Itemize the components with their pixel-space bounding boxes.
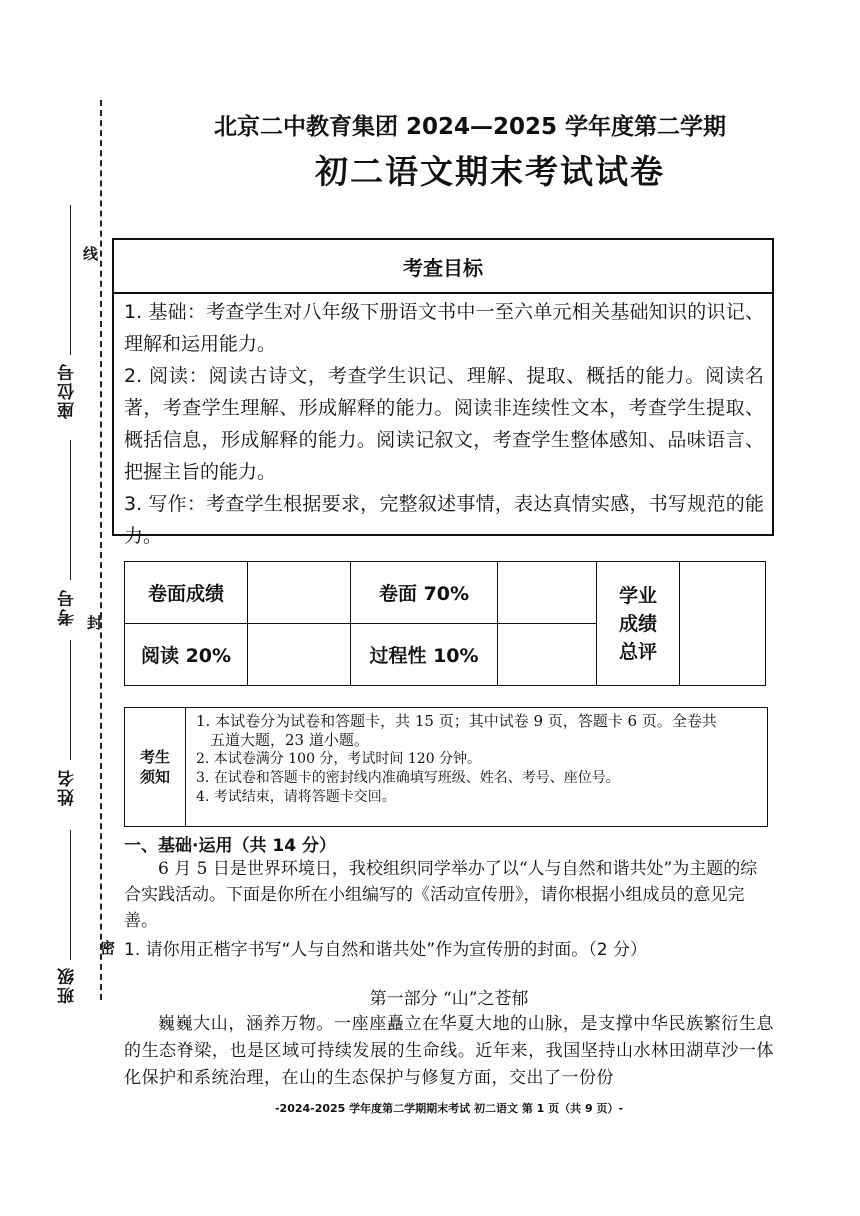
notice-item: 4. 考试结束，请将答题卡交回。 <box>196 789 396 805</box>
class-field-line[interactable] <box>70 830 71 960</box>
part-title: 第一部分 “山”之苍郁 <box>369 989 529 1009</box>
section-intro <box>124 856 774 934</box>
passage <box>124 1011 774 1092</box>
close-mark: 密 <box>98 940 116 955</box>
exam-title: 初二语文期末考试试卷 <box>315 152 665 191</box>
notice-label <box>125 708 186 826</box>
overall-label <box>597 562 680 686</box>
seat-field-line[interactable] <box>70 205 71 355</box>
name-field-line[interactable] <box>70 640 71 760</box>
page-footer: -2024-2025 学年度第二学期期末考试 初二语文 第 1 页（共 9 页）- <box>274 1102 624 1115</box>
score-table <box>124 561 766 686</box>
reading-pct-cell[interactable] <box>248 624 351 686</box>
notice-item: 五道大题，23 道小题。 <box>210 731 369 749</box>
objective-item: 1. 基础：考查学生对八年级下册语文书中一至六单元相关基础知识的识记、理解和运用能力。 <box>124 301 764 355</box>
overall-label-line: 成绩 <box>618 612 657 635</box>
name-label: 姓名 <box>58 768 78 806</box>
seat-label: 座位号 <box>58 362 78 419</box>
class-label: 班级 <box>58 966 78 1004</box>
process-pct-cell[interactable] <box>498 624 597 686</box>
binding-dashed-line <box>100 100 102 1000</box>
objective-item: 2. 阅读：阅读古诗文，考查学生识记、理解、提取、概括的能力。阅读名著，考查学生理解、形成解释的能力。阅读非连续性文本，考查学生提取、概括信息，形成解释的能力。阅读记叙文，考查学生整体感知、品味语言、把握主旨的能力。 <box>124 365 764 483</box>
notice-label-line: 考生 <box>139 748 170 766</box>
intro-paragraph: 6 月 5 日是世界环境日，我校组织同学举办了以“人与自然和谐共处”为主题的综合实践活动。下面是你所在小组编写的《活动宣传册》，请你根据小组成员的意见完善。 <box>124 859 758 931</box>
notice-item: 3. 在试卷和答题卡的密封线内准确填写班级、姓名、考号、座位号。 <box>196 770 620 786</box>
notice-item: 1. 本试卷分为试卷和答题卡，共 15 页；其中试卷 9 页，答题卡 6 页。全卷共 <box>196 712 717 730</box>
passage-paragraph: 巍巍大山，涵养万物。一座座矗立在华夏大地的山脉，是支撑中华民族繁衍生息的生态脊梁，也是区域可持续发展的生命线。近年来，我国坚持山水林田湖草沙一体化保护和系统治理，在山的生态保护与修复方面，交出了一份份 <box>124 1014 774 1088</box>
notice-items <box>186 708 767 826</box>
notice-item: 2. 本试卷满分 100 分，考试时间 120 分钟。 <box>196 751 482 767</box>
paper-score-cell[interactable] <box>248 562 351 624</box>
section-heading: 一、基础·运用（共 14 分） <box>124 836 336 856</box>
overall-label-line: 总评 <box>618 640 657 663</box>
exam-notice-box <box>124 707 768 827</box>
objectives-list <box>114 294 772 552</box>
process-pct-label: 过程性 10% <box>351 624 498 686</box>
reading-pct-label: 阅读 20% <box>125 624 248 686</box>
paper-score-label: 卷面成绩 <box>125 562 248 624</box>
objectives-box <box>112 238 774 547</box>
question-1: 1. 请你用正楷字书写“人与自然和谐共处”作为宣传册的封面。（2 分） <box>124 940 647 960</box>
paper-pct-label: 卷面 70% <box>351 562 498 624</box>
paper-pct-cell[interactable] <box>498 562 597 624</box>
objective-item: 3. 写作：考查学生根据要求，完整叙述事情，表达真情实感，书写规范的能力。 <box>124 493 764 547</box>
line-mark: 线 <box>81 246 99 261</box>
overall-label-line: 学业 <box>618 584 657 607</box>
objectives-heading: 考查目标 <box>114 240 772 294</box>
school-title: 北京二中教育集团 2024—2025 学年度第二学期 <box>213 114 727 140</box>
seal-mark: 封 <box>85 615 103 630</box>
overall-score-cell[interactable] <box>680 562 766 686</box>
exam-no-label: 考号 <box>58 588 78 626</box>
notice-label-line: 须知 <box>139 768 170 786</box>
exam-no-field-line[interactable] <box>70 440 71 580</box>
